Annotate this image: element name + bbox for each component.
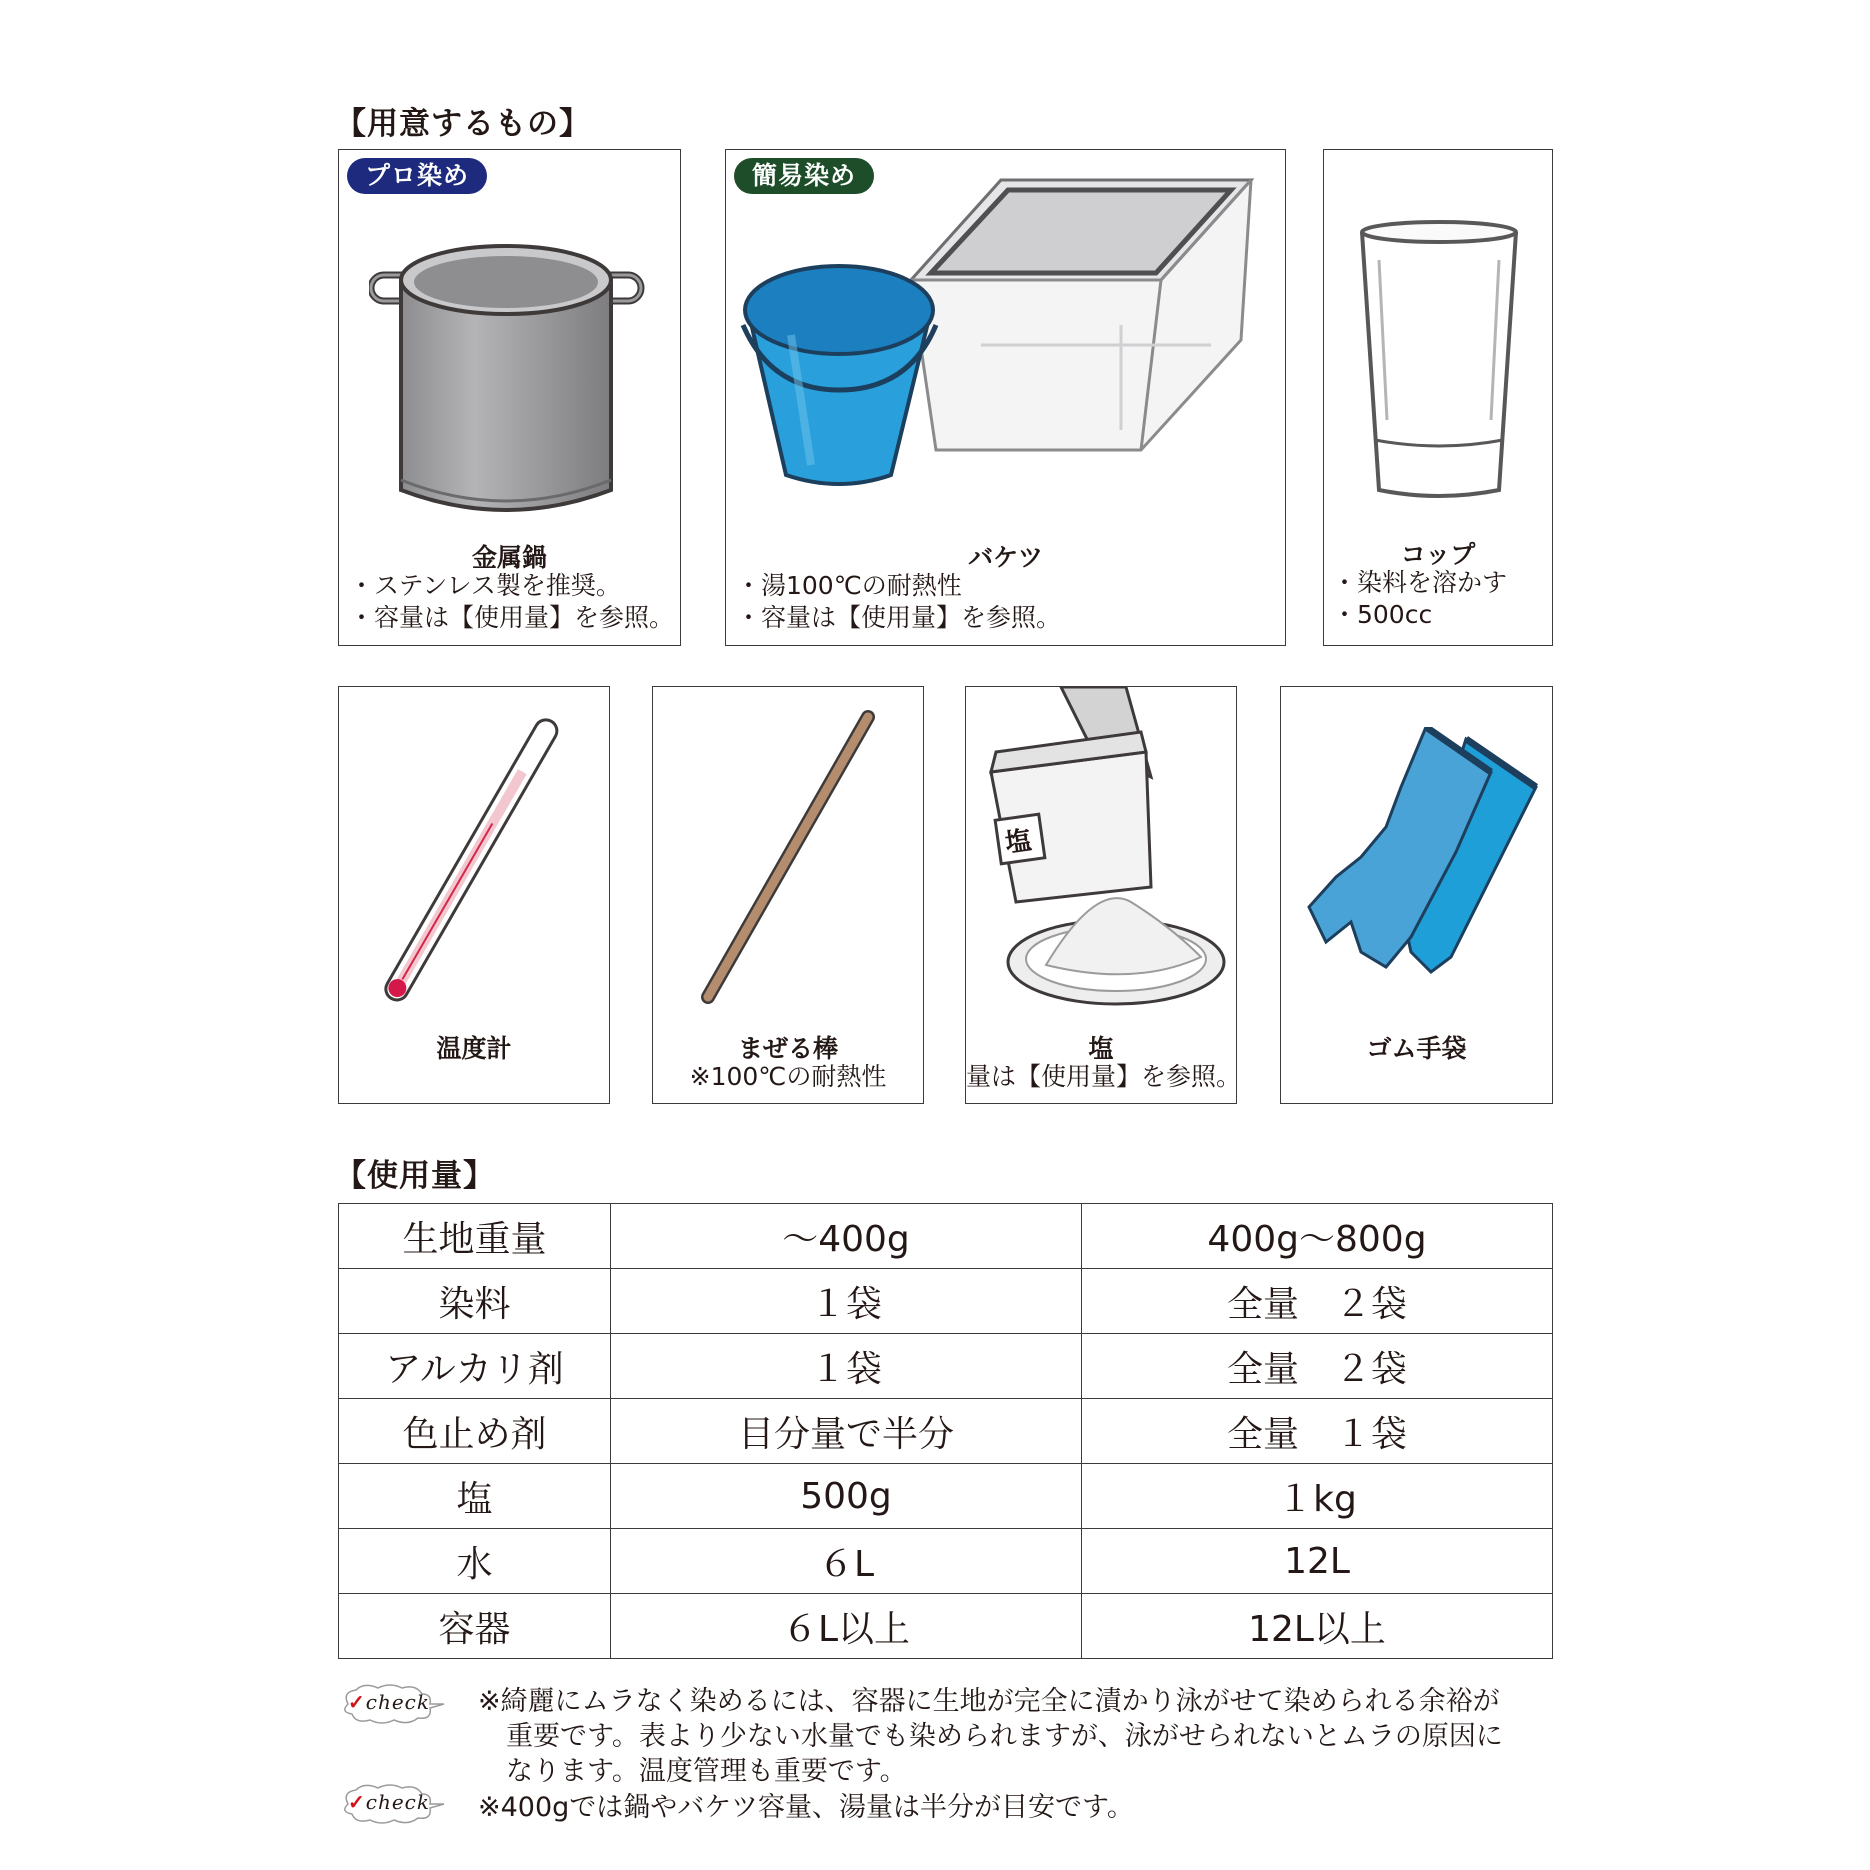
row-label: 染料 <box>339 1269 611 1334</box>
glass-cup-illustration <box>1354 220 1524 500</box>
item-name-bucket: バケツ <box>968 543 1043 572</box>
item-card-cup <box>1323 149 1553 646</box>
prepare-heading: 【用意するもの】 <box>335 106 591 142</box>
check-label-1 <box>348 1690 430 1714</box>
check-label-2 <box>348 1790 430 1814</box>
check-mark-icon: ✓ <box>348 1690 366 1714</box>
check-mark-icon: ✓ <box>348 1790 366 1814</box>
table-cell: 全量 ２袋 <box>1082 1269 1553 1334</box>
table-row <box>339 1204 1553 1269</box>
table-cell: １袋 <box>611 1269 1082 1334</box>
item-card-gloves <box>1280 686 1553 1104</box>
item-name-gloves: ゴム手袋 <box>1366 1034 1467 1063</box>
table-cell: 500g <box>611 1464 1082 1529</box>
table-cell: １kg <box>1082 1464 1553 1529</box>
item-note-bucket-2: ・容量は【使用量】を参照。 <box>736 603 1062 632</box>
table-cell: 目分量で半分 <box>611 1399 1082 1464</box>
item-name-thermometer: 温度計 <box>436 1034 512 1063</box>
table-cell: 400g〜800g <box>1082 1204 1553 1269</box>
row-label: アルカリ剤 <box>339 1334 611 1399</box>
table-cell: 全量 ２袋 <box>1082 1334 1553 1399</box>
check-note-1-line-1: ※綺麗にムラなく染めるには、容器に生地が完全に漬かり泳がせて染められる余裕が <box>478 1686 1500 1717</box>
item-name-salt: 塩 <box>1088 1034 1114 1063</box>
salt-container-and-plate-illustration <box>976 687 1231 1017</box>
table-row <box>339 1334 1553 1399</box>
item-card-bucket <box>725 149 1286 646</box>
item-card-thermometer <box>338 686 610 1104</box>
bucket-and-container-illustration <box>731 175 1276 515</box>
pro-dye-badge: プロ染め <box>347 158 487 194</box>
easy-dye-badge: 簡易染め <box>734 158 874 194</box>
item-name-stirring-stick: まぜる棒 <box>737 1034 838 1063</box>
check-note-1-line-3: なります。温度管理も重要です。 <box>506 1756 907 1787</box>
usage-table <box>338 1203 1553 1659</box>
item-note-salt: 量は【使用量】を参照。 <box>966 1062 1242 1091</box>
item-note-cup-2: ・500cc <box>1332 600 1433 629</box>
item-name-cup: コップ <box>1400 540 1476 569</box>
item-note-stirring-stick: ※100℃の耐熱性 <box>689 1062 887 1091</box>
row-label: 水 <box>339 1529 611 1594</box>
item-note-pot-1: ・ステンレス製を推奨。 <box>349 571 621 600</box>
check-note-1-line-2: 重要です。表より少ない水量でも染められますが、泳がせられないとムラの原因に <box>506 1721 1503 1752</box>
table-row <box>339 1529 1553 1594</box>
table-cell: 12L以上 <box>1082 1594 1553 1659</box>
usage-heading: 【使用量】 <box>335 1158 495 1194</box>
row-label: 生地重量 <box>339 1204 611 1269</box>
check-text: check <box>365 1790 431 1814</box>
table-cell: １袋 <box>611 1334 1082 1399</box>
salt-container-label: 塩 <box>1003 825 1034 859</box>
item-card-stirring-stick <box>652 686 924 1104</box>
row-label: 色止め剤 <box>339 1399 611 1464</box>
table-cell: ６L以上 <box>611 1594 1082 1659</box>
rubber-gloves-illustration <box>1291 727 1546 987</box>
row-label: 塩 <box>339 1464 611 1529</box>
table-row <box>339 1269 1553 1334</box>
thermometer-illustration <box>369 697 569 1027</box>
item-note-cup-1: ・染料を溶かす <box>1332 568 1508 597</box>
table-cell: 全量 １袋 <box>1082 1399 1553 1464</box>
table-cell: 〜400g <box>611 1204 1082 1269</box>
item-name-pot: 金属鍋 <box>471 543 547 572</box>
table-row <box>339 1399 1553 1464</box>
stirring-stick-illustration <box>683 702 893 1012</box>
metal-pot-illustration <box>369 230 649 530</box>
row-label: 容器 <box>339 1594 611 1659</box>
table-cell: 12L <box>1082 1529 1553 1594</box>
check-note-2: ※400gでは鍋やバケツ容量、湯量は半分が目安です。 <box>478 1792 1134 1823</box>
item-note-pot-2: ・容量は【使用量】を参照。 <box>349 603 675 632</box>
table-row <box>339 1594 1553 1659</box>
item-card-pot <box>338 149 681 646</box>
item-card-salt <box>965 686 1242 1104</box>
table-row <box>339 1464 1553 1529</box>
item-note-bucket-1: ・湯100℃の耐熱性 <box>736 571 962 600</box>
check-text: check <box>365 1690 431 1714</box>
table-cell: ６L <box>611 1529 1082 1594</box>
